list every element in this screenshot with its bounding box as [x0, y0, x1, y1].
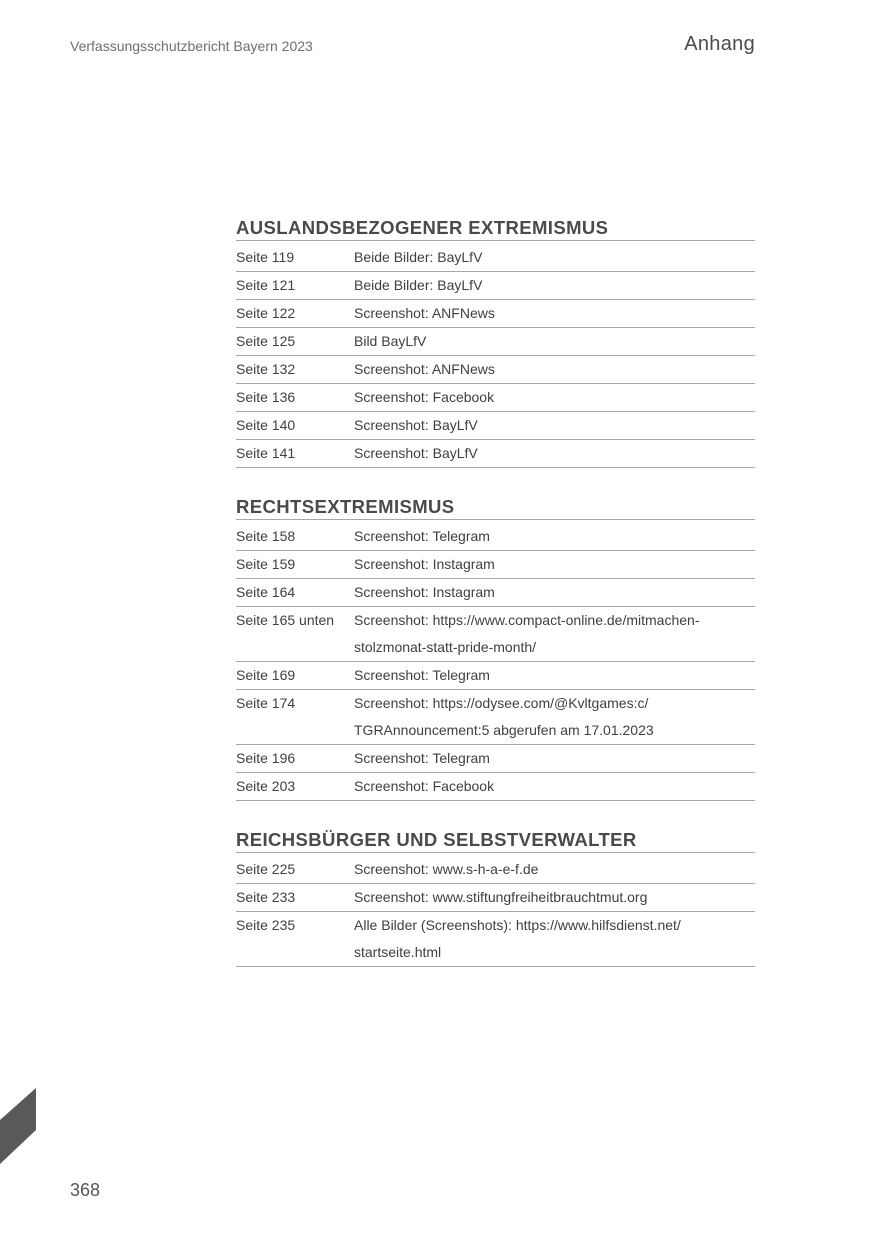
image-source	[354, 356, 755, 383]
image-source	[354, 690, 755, 744]
page-reference: Seite 225	[236, 861, 296, 877]
page-reference: Seite 235	[236, 917, 296, 933]
image-source-line: Screenshot: Instagram	[354, 584, 495, 600]
image-credits-list	[236, 216, 755, 994]
page-reference: Seite 121	[236, 277, 296, 293]
credit-row	[236, 244, 755, 272]
page-reference: Seite 169	[236, 667, 296, 683]
image-source	[354, 773, 755, 800]
page-reference: Seite 165 unten	[236, 612, 335, 628]
page-reference: Seite 122	[236, 305, 296, 321]
image-source	[354, 884, 755, 911]
credits-section	[236, 216, 755, 468]
image-source	[354, 856, 755, 883]
image-source-line: TGRAnnouncement:5 abgerufen am 17.01.2023	[354, 722, 654, 738]
image-source	[354, 912, 755, 966]
credit-row	[236, 272, 755, 300]
image-source	[354, 579, 755, 606]
page-reference: Seite 158	[236, 528, 296, 544]
image-source-line: Beide Bilder: BayLfV	[354, 249, 483, 265]
page-reference: Seite 140	[236, 417, 296, 433]
image-source-line: Screenshot: https://www.compact-online.de/mitmachen-	[354, 612, 700, 628]
credit-row	[236, 912, 755, 967]
credit-row	[236, 745, 755, 773]
image-source-line: Screenshot: www.stiftungfreiheitbrauchtmut.org	[354, 889, 648, 905]
credit-row	[236, 384, 755, 412]
running-title: Verfassungsschutzbericht Bayern 2023	[70, 38, 313, 54]
section-title: RECHTSEXTREMISMUS	[236, 495, 755, 520]
page-reference: Seite 233	[236, 889, 296, 905]
page-reference: Seite 136	[236, 389, 296, 405]
page-reference: Seite 125	[236, 333, 296, 349]
image-source-line: Screenshot: ANFNews	[354, 305, 495, 321]
image-source	[354, 440, 755, 467]
image-source	[354, 662, 755, 689]
image-source	[354, 328, 755, 355]
page-reference: Seite 196	[236, 750, 296, 766]
image-source-line: Screenshot: BayLfV	[354, 445, 478, 461]
page-reference: Seite 203	[236, 778, 296, 794]
image-source-line: Screenshot: ANFNews	[354, 361, 495, 377]
image-source-line: Screenshot: https://odysee.com/@Kvltgames:c/	[354, 695, 649, 711]
credit-row	[236, 356, 755, 384]
image-source-line: Screenshot: BayLfV	[354, 417, 478, 433]
image-source	[354, 607, 755, 661]
page-reference: Seite 141	[236, 445, 296, 461]
page-reference: Seite 119	[236, 249, 295, 265]
image-source-line: Screenshot: Instagram	[354, 556, 495, 572]
image-source-line: Alle Bilder (Screenshots): https://www.hilfsdienst.net/	[354, 917, 681, 933]
credit-row	[236, 412, 755, 440]
image-source	[354, 244, 755, 271]
image-source-line: Screenshot: Facebook	[354, 778, 495, 794]
image-source	[354, 300, 755, 327]
image-source-line: Screenshot: Telegram	[354, 528, 490, 544]
page-reference: Seite 164	[236, 584, 296, 600]
image-source-line: startseite.html	[354, 944, 442, 960]
page-reference: Seite 159	[236, 556, 296, 572]
section-title: AUSLANDSBEZOGENER EXTREMISMUS	[236, 216, 755, 241]
image-source-line: Screenshot: Facebook	[354, 389, 495, 405]
image-source	[354, 523, 755, 550]
page-number: 368	[70, 1180, 101, 1200]
credit-row	[236, 328, 755, 356]
credit-row	[236, 690, 755, 745]
image-source	[354, 384, 755, 411]
section-label: Anhang	[684, 33, 755, 55]
credit-row	[236, 856, 755, 884]
page-reference: Seite 132	[236, 361, 296, 377]
page-reference: Seite 174	[236, 695, 296, 711]
credits-section	[236, 828, 755, 967]
chapter-tab-marker	[0, 1088, 36, 1164]
credit-row	[236, 551, 755, 579]
credit-row	[236, 884, 755, 912]
credit-row	[236, 662, 755, 690]
image-source-line: Screenshot: Telegram	[354, 750, 490, 766]
image-source-line: Screenshot: www.s-h-a-e-f.de	[354, 861, 539, 877]
section-title: REICHSBÜRGER UND SELBSTVERWALTER	[236, 828, 755, 853]
image-source-line: Beide Bilder: BayLfV	[354, 277, 483, 293]
image-source	[354, 745, 755, 772]
credits-section	[236, 495, 755, 801]
credit-row	[236, 579, 755, 607]
credit-row	[236, 607, 755, 662]
image-source-line: Screenshot: Telegram	[354, 667, 490, 683]
image-source	[354, 272, 755, 299]
credit-row	[236, 773, 755, 801]
image-source-line: stolzmonat-statt-pride-month/	[354, 639, 537, 655]
credit-row	[236, 440, 755, 468]
image-source	[354, 551, 755, 578]
image-source	[354, 412, 755, 439]
image-source-line: Bild BayLfV	[354, 333, 427, 349]
credit-row	[236, 523, 755, 551]
credit-row	[236, 300, 755, 328]
